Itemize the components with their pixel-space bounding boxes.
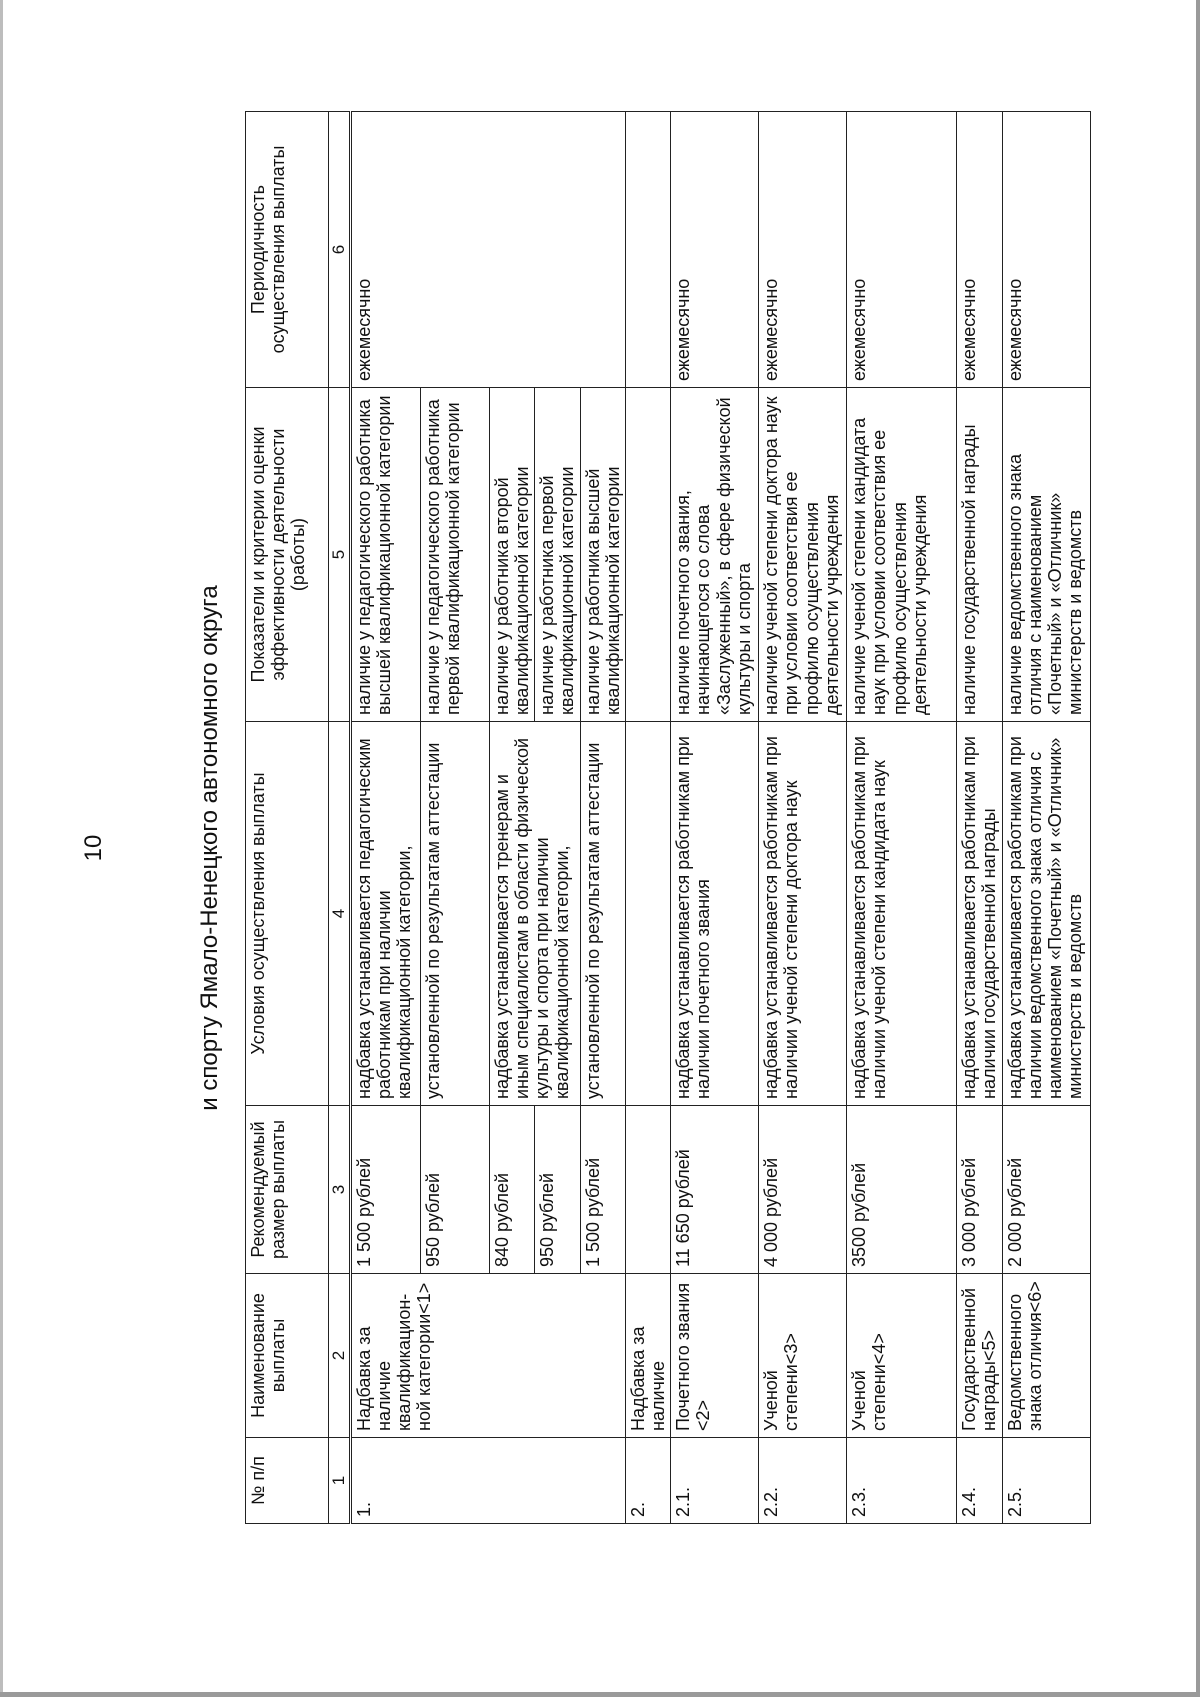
payment-criteria: наличие у работника второй квалификационной категории: [490, 388, 535, 722]
payment-criteria: наличие ученой степени доктора наук при условии соответствия ее профилю осуществления деятельности учреждения: [759, 388, 847, 722]
payment-name: Ученой степени<4>: [847, 1274, 957, 1438]
rotated-table-container: [245, 112, 1115, 1524]
payment-condition: надбавка устанавливается работникам при наличии ученой степени кандидата наук: [847, 722, 957, 1106]
column-number: 6: [329, 112, 351, 388]
header-name: Наименование выплаты: [246, 1274, 329, 1438]
payment-amount: 11 650 рублей: [671, 1106, 759, 1274]
payment-amount: 950 рублей: [535, 1106, 580, 1274]
payment-amount: 4 000 рублей: [759, 1106, 847, 1274]
row-number: 2.5.: [1002, 1438, 1090, 1524]
header-condition: Условия осуществления выплаты: [246, 722, 329, 1106]
table-row: [625, 112, 670, 1524]
payment-name: Государственной награды<5>: [957, 1274, 1002, 1438]
payment-condition: надбавка устанавливается работникам при наличии почетного звания: [671, 722, 759, 1106]
table-row: [1002, 112, 1090, 1524]
header-amount: Рекомендуемый размер выплаты: [246, 1106, 329, 1274]
payment-amount: 840 рублей: [490, 1106, 535, 1274]
payment-name: Ученой степени<3>: [759, 1274, 847, 1438]
payment-amount: 950 рублей: [421, 1106, 490, 1274]
payment-amount: 3500 рублей: [847, 1106, 957, 1274]
payment-condition: надбавка устанавливается тренерам и иным специалистам в области физической культуры и спорта при наличии квалификационной категории,: [490, 722, 581, 1106]
payment-amount: 1 500 рублей: [580, 1106, 625, 1274]
payment-condition: надбавка устанавливается работникам при наличии ведомственного знака отличия с наименованием «Почетный» и «Отличник» министерств и ведомств: [1002, 722, 1090, 1106]
payment-period: ежемесячно: [847, 112, 957, 388]
column-number: 5: [329, 388, 351, 722]
scan-edge-left: [0, 0, 3, 1697]
payment-name: Надбавка за наличие: [625, 1274, 670, 1438]
payment-period: ежемесячно: [957, 112, 1002, 388]
payment-period: [625, 112, 670, 388]
row-number: 2.4.: [957, 1438, 1002, 1524]
payment-criteria: наличие у работника высшей квалификационной категории: [580, 388, 625, 722]
payment-criteria: наличие ученой степени кандидата наук при условии соответствия ее профилю осуществления деятельности учреждения: [847, 388, 957, 722]
column-number: 2: [329, 1274, 351, 1438]
payment-condition: надбавка устанавливается работникам при наличии государственной награды: [957, 722, 1002, 1106]
column-number-row: [329, 112, 351, 1524]
payment-amount: 3 000 рублей: [957, 1106, 1002, 1274]
payment-condition: надбавка устанавливается педагогическим работникам при наличии квалификационной категории,: [351, 722, 421, 1106]
payment-condition: [625, 722, 670, 1106]
payment-amount: [625, 1106, 670, 1274]
payment-criteria: [625, 388, 670, 722]
scan-edge-right: [1196, 0, 1200, 1697]
payment-criteria: наличие государственной награды: [957, 388, 1002, 722]
column-number: 3: [329, 1106, 351, 1274]
payment-name: Ведомственного знака отличия<6>: [1002, 1274, 1090, 1438]
payment-criteria: наличие у педагогического работника высшей квалификационной категории: [351, 388, 421, 722]
table-row: [671, 112, 759, 1524]
payment-period: ежемесячно: [1002, 112, 1090, 388]
table-row: [957, 112, 1002, 1524]
row-number: 2.3.: [847, 1438, 957, 1524]
header-num: № п/п: [246, 1438, 329, 1524]
payments-table: [245, 111, 1091, 1524]
payment-condition: установленной по результатам аттестации: [421, 722, 490, 1106]
payment-criteria: наличие у педагогического работника первой квалификационной категории: [421, 388, 490, 722]
table-row: [759, 112, 847, 1524]
row-number: 2.1.: [671, 1438, 759, 1524]
payment-name: Надбавка за наличие квалификацион-ной категории<1>: [351, 1274, 626, 1438]
payment-amount: 2 000 рублей: [1002, 1106, 1090, 1274]
header-criteria: Показатели и критерии оценки эффективности деятельности (работы): [246, 388, 329, 722]
column-number: 1: [329, 1438, 351, 1524]
row-number: 2.2.: [759, 1438, 847, 1524]
payment-criteria: наличие у работника первой квалификационной категории: [535, 388, 580, 722]
row-number: 1.: [351, 1438, 626, 1524]
page-subtitle: и спорту Ямало-Ненецкого автономного округа: [196, 585, 223, 1111]
payment-period: ежемесячно: [671, 112, 759, 388]
header-row: [246, 112, 329, 1524]
payment-period: ежемесячно: [759, 112, 847, 388]
header-period: Периодичность осуществления выплаты: [246, 112, 329, 388]
payment-period: ежемесячно: [351, 112, 626, 388]
scan-edge-bottom: [0, 1692, 1200, 1697]
column-number: 4: [329, 722, 351, 1106]
table-row: [351, 112, 421, 1524]
payment-condition: установленной по результатам аттестации: [580, 722, 625, 1106]
payment-criteria: наличие ведомственного знака отличия с наименованием «Почетный» и «Отличник» министерств и ведомств: [1002, 388, 1090, 722]
payment-criteria: наличие почетного звания, начинающегося со слова «Заслуженный», в сфере физической культуры и спорта: [671, 388, 759, 722]
row-number: 2.: [625, 1438, 670, 1524]
page-number: 10: [80, 834, 107, 862]
payment-amount: 1 500 рублей: [351, 1106, 421, 1274]
payment-name: Почетного звания <2>: [671, 1274, 759, 1438]
payment-condition: надбавка устанавливается работникам при наличии ученой степени доктора наук: [759, 722, 847, 1106]
table-row: [847, 112, 957, 1524]
